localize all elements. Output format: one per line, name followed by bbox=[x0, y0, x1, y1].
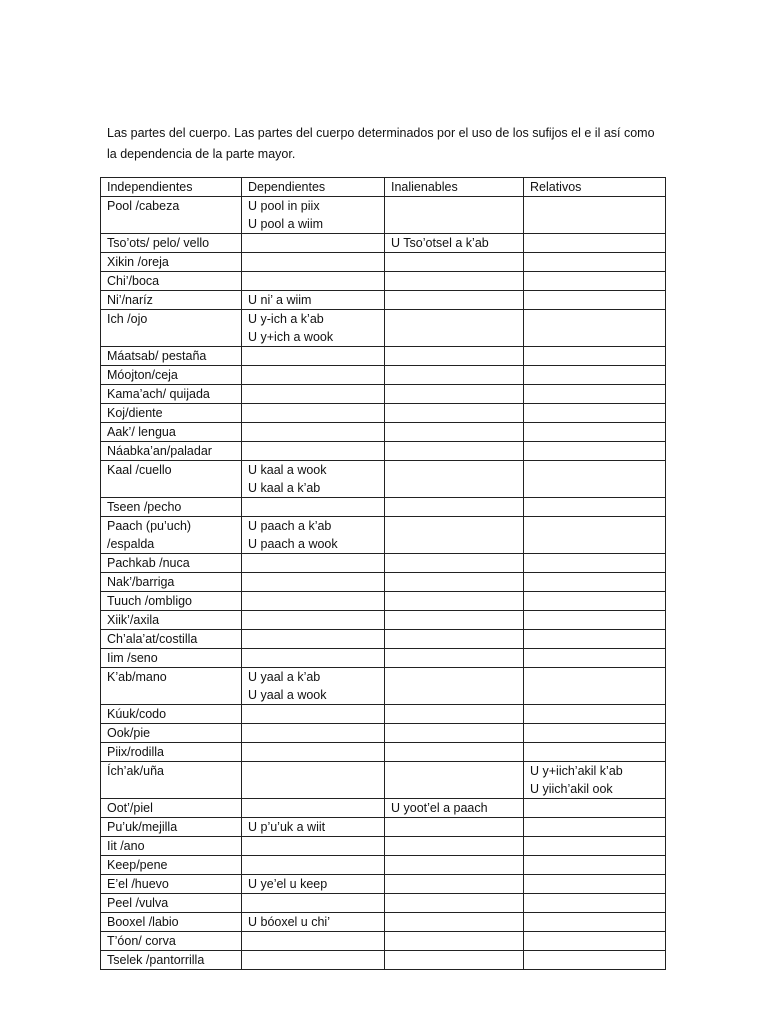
cell-dependiente bbox=[242, 932, 385, 951]
cell-dependiente bbox=[242, 573, 385, 592]
cell-text: Móojton/ceja bbox=[107, 368, 178, 382]
cell-inalienable bbox=[385, 668, 524, 705]
cell-inalienable bbox=[385, 611, 524, 630]
cell-dependiente bbox=[242, 385, 385, 404]
cell-text: K’ab/mano bbox=[107, 670, 167, 684]
cell-text: Koj/diente bbox=[107, 406, 163, 420]
cell-text: U y-ich a k’ab bbox=[248, 312, 324, 326]
cell-independiente bbox=[101, 951, 242, 970]
cell-text: Ch’ala’at/costilla bbox=[107, 632, 198, 646]
cell-relativo bbox=[524, 385, 666, 404]
cell-inalienable bbox=[385, 347, 524, 366]
cell-text: U paach a wook bbox=[248, 537, 338, 551]
cell-independiente bbox=[101, 234, 242, 253]
cell-independiente bbox=[101, 423, 242, 442]
cell-inalienable bbox=[385, 743, 524, 762]
cell-inalienable bbox=[385, 762, 524, 799]
cell-independiente bbox=[101, 913, 242, 932]
cell-text: Pu’uk/mejilla bbox=[107, 820, 178, 834]
cell-text: Tuuch /ombligo bbox=[107, 594, 192, 608]
header-inalienables: Inalienables bbox=[385, 178, 524, 197]
cell-independiente bbox=[101, 894, 242, 913]
cell-text: U bóoxel u chi’ bbox=[248, 915, 330, 929]
cell-relativo bbox=[524, 705, 666, 724]
cell-relativo bbox=[524, 272, 666, 291]
cell-text: Náabka’an/paladar bbox=[107, 444, 212, 458]
cell-inalienable bbox=[385, 705, 524, 724]
cell-relativo bbox=[524, 724, 666, 743]
cell-relativo bbox=[524, 818, 666, 837]
cell-inalienable bbox=[385, 913, 524, 932]
cell-text: U pool a wiim bbox=[248, 217, 324, 231]
table-row bbox=[101, 197, 666, 234]
cell-dependiente bbox=[242, 554, 385, 573]
cell-relativo bbox=[524, 253, 666, 272]
cell-inalienable bbox=[385, 554, 524, 573]
cell-dependiente bbox=[242, 310, 385, 347]
cell-independiente bbox=[101, 310, 242, 347]
cell-text: Paach (pu’uch) bbox=[107, 519, 192, 533]
cell-text: /espalda bbox=[107, 537, 155, 551]
cell-inalienable bbox=[385, 253, 524, 272]
table-row bbox=[101, 554, 666, 573]
cell-relativo bbox=[524, 799, 666, 818]
cell-text: E’el /huevo bbox=[107, 877, 169, 891]
cell-text: U kaal a wook bbox=[248, 463, 327, 477]
table-row bbox=[101, 799, 666, 818]
cell-text: Pachkab /nuca bbox=[107, 556, 190, 570]
cell-inalienable bbox=[385, 272, 524, 291]
cell-inalienable bbox=[385, 385, 524, 404]
cell-independiente bbox=[101, 366, 242, 385]
cell-dependiente bbox=[242, 799, 385, 818]
intro-paragraph bbox=[107, 123, 667, 165]
cell-relativo bbox=[524, 894, 666, 913]
cell-independiente bbox=[101, 517, 242, 554]
cell-relativo bbox=[524, 310, 666, 347]
table-row bbox=[101, 573, 666, 592]
table-row bbox=[101, 461, 666, 498]
cell-independiente bbox=[101, 668, 242, 705]
cell-text: U ni’ a wiim bbox=[248, 293, 312, 307]
cell-text: U y+ich a wook bbox=[248, 330, 334, 344]
cell-inalienable bbox=[385, 932, 524, 951]
cell-dependiente bbox=[242, 894, 385, 913]
cell-text: Pool /cabeza bbox=[107, 199, 180, 213]
cell-text: Ich /ojo bbox=[107, 312, 148, 326]
cell-text: Xiik’/axila bbox=[107, 613, 160, 627]
cell-relativo bbox=[524, 743, 666, 762]
cell-relativo bbox=[524, 856, 666, 875]
cell-dependiente bbox=[242, 668, 385, 705]
cell-relativo bbox=[524, 234, 666, 253]
cell-text: Peel /vulva bbox=[107, 896, 169, 910]
cell-independiente bbox=[101, 630, 242, 649]
header-dependientes: Dependientes bbox=[242, 178, 385, 197]
cell-relativo bbox=[524, 630, 666, 649]
cell-relativo bbox=[524, 573, 666, 592]
cell-text: U paach a k’ab bbox=[248, 519, 332, 533]
intro-line-2: la dependencia de la parte mayor. bbox=[107, 147, 296, 161]
cell-independiente bbox=[101, 442, 242, 461]
cell-text: U y+iich’akil k’ab bbox=[530, 764, 623, 778]
table-row bbox=[101, 649, 666, 668]
cell-text: Tselek /pantorrilla bbox=[107, 953, 205, 967]
table-row bbox=[101, 611, 666, 630]
cell-relativo bbox=[524, 932, 666, 951]
cell-dependiente bbox=[242, 197, 385, 234]
cell-independiente bbox=[101, 272, 242, 291]
cell-text: Ook/pie bbox=[107, 726, 151, 740]
cell-text: Máatsab/ pestaña bbox=[107, 349, 207, 363]
table-header-row bbox=[101, 178, 666, 197]
cell-inalienable bbox=[385, 197, 524, 234]
cell-text: U yoot’el a paach bbox=[391, 801, 488, 815]
cell-inalienable bbox=[385, 630, 524, 649]
cell-text: U yaal a k’ab bbox=[248, 670, 321, 684]
cell-independiente bbox=[101, 554, 242, 573]
table-row bbox=[101, 951, 666, 970]
cell-independiente bbox=[101, 573, 242, 592]
cell-independiente bbox=[101, 799, 242, 818]
cell-dependiente bbox=[242, 875, 385, 894]
cell-dependiente bbox=[242, 347, 385, 366]
cell-dependiente bbox=[242, 461, 385, 498]
cell-relativo bbox=[524, 837, 666, 856]
cell-text: Booxel /labio bbox=[107, 915, 179, 929]
cell-independiente bbox=[101, 837, 242, 856]
cell-text: Tso’ots/ pelo/ vello bbox=[107, 236, 210, 250]
cell-text: Iim /seno bbox=[107, 651, 158, 665]
table-row bbox=[101, 762, 666, 799]
cell-inalienable bbox=[385, 366, 524, 385]
cell-dependiente bbox=[242, 856, 385, 875]
cell-text: Nak’/barriga bbox=[107, 575, 175, 589]
table-body bbox=[101, 197, 666, 970]
cell-independiente bbox=[101, 291, 242, 310]
cell-independiente bbox=[101, 762, 242, 799]
cell-dependiente bbox=[242, 291, 385, 310]
table-row bbox=[101, 253, 666, 272]
cell-inalienable bbox=[385, 461, 524, 498]
cell-independiente bbox=[101, 611, 242, 630]
cell-dependiente bbox=[242, 951, 385, 970]
cell-independiente bbox=[101, 461, 242, 498]
cell-dependiente bbox=[242, 517, 385, 554]
table-row bbox=[101, 932, 666, 951]
table-row bbox=[101, 517, 666, 554]
cell-text: Xikin /oreja bbox=[107, 255, 169, 269]
cell-inalienable bbox=[385, 837, 524, 856]
body-parts-table bbox=[100, 177, 666, 970]
table-row bbox=[101, 366, 666, 385]
cell-inalienable bbox=[385, 310, 524, 347]
cell-dependiente bbox=[242, 649, 385, 668]
cell-independiente bbox=[101, 743, 242, 762]
cell-dependiente bbox=[242, 253, 385, 272]
cell-dependiente bbox=[242, 272, 385, 291]
cell-text: U Tso’otsel a k’ab bbox=[391, 236, 489, 250]
table-row bbox=[101, 743, 666, 762]
cell-inalienable bbox=[385, 573, 524, 592]
cell-independiente bbox=[101, 347, 242, 366]
table-row bbox=[101, 913, 666, 932]
cell-text: Kúuk/codo bbox=[107, 707, 167, 721]
cell-independiente bbox=[101, 649, 242, 668]
cell-text: Oot’/piel bbox=[107, 801, 153, 815]
cell-relativo bbox=[524, 611, 666, 630]
cell-dependiente bbox=[242, 913, 385, 932]
cell-dependiente bbox=[242, 762, 385, 799]
table-row bbox=[101, 498, 666, 517]
cell-relativo bbox=[524, 875, 666, 894]
cell-relativo bbox=[524, 404, 666, 423]
cell-inalienable bbox=[385, 404, 524, 423]
table-row bbox=[101, 856, 666, 875]
cell-text: Iit /ano bbox=[107, 839, 145, 853]
cell-text: T’óon/ corva bbox=[107, 934, 176, 948]
cell-relativo bbox=[524, 668, 666, 705]
cell-text: Kama’ach/ quijada bbox=[107, 387, 210, 401]
cell-relativo bbox=[524, 592, 666, 611]
cell-text: U pool in piix bbox=[248, 199, 320, 213]
cell-relativo bbox=[524, 461, 666, 498]
cell-relativo bbox=[524, 197, 666, 234]
cell-dependiente bbox=[242, 366, 385, 385]
cell-dependiente bbox=[242, 724, 385, 743]
table-row bbox=[101, 347, 666, 366]
table-row bbox=[101, 291, 666, 310]
cell-dependiente bbox=[242, 404, 385, 423]
cell-inalienable bbox=[385, 592, 524, 611]
cell-independiente bbox=[101, 197, 242, 234]
cell-dependiente bbox=[242, 592, 385, 611]
cell-text: Keep/pene bbox=[107, 858, 168, 872]
cell-dependiente bbox=[242, 743, 385, 762]
cell-relativo bbox=[524, 366, 666, 385]
table-row bbox=[101, 705, 666, 724]
table-row bbox=[101, 385, 666, 404]
cell-inalienable bbox=[385, 442, 524, 461]
cell-independiente bbox=[101, 856, 242, 875]
cell-inalienable bbox=[385, 799, 524, 818]
cell-inalienable bbox=[385, 517, 524, 554]
cell-relativo bbox=[524, 517, 666, 554]
cell-inalienable bbox=[385, 875, 524, 894]
cell-independiente bbox=[101, 875, 242, 894]
cell-dependiente bbox=[242, 630, 385, 649]
table-row bbox=[101, 592, 666, 611]
cell-inalienable bbox=[385, 649, 524, 668]
cell-relativo bbox=[524, 423, 666, 442]
cell-relativo bbox=[524, 347, 666, 366]
cell-independiente bbox=[101, 404, 242, 423]
table-row bbox=[101, 442, 666, 461]
table-row bbox=[101, 837, 666, 856]
cell-text: Aak’/ lengua bbox=[107, 425, 176, 439]
cell-inalienable bbox=[385, 724, 524, 743]
header-relativos: Relativos bbox=[524, 178, 666, 197]
cell-inalienable bbox=[385, 951, 524, 970]
cell-independiente bbox=[101, 592, 242, 611]
cell-dependiente bbox=[242, 705, 385, 724]
cell-text: Piix/rodilla bbox=[107, 745, 164, 759]
cell-dependiente bbox=[242, 611, 385, 630]
cell-relativo bbox=[524, 291, 666, 310]
cell-dependiente bbox=[242, 837, 385, 856]
cell-inalienable bbox=[385, 894, 524, 913]
table-row bbox=[101, 818, 666, 837]
cell-inalienable bbox=[385, 498, 524, 517]
table-row bbox=[101, 404, 666, 423]
cell-text: Ni’/naríz bbox=[107, 293, 153, 307]
header-independientes: Independientes bbox=[101, 178, 242, 197]
cell-independiente bbox=[101, 385, 242, 404]
cell-text: Chi’/boca bbox=[107, 274, 160, 288]
cell-text: U yiich’akil ook bbox=[530, 782, 613, 796]
table-row bbox=[101, 423, 666, 442]
cell-relativo bbox=[524, 951, 666, 970]
cell-text: U kaal a k’ab bbox=[248, 481, 321, 495]
table-row bbox=[101, 894, 666, 913]
table-row bbox=[101, 272, 666, 291]
cell-independiente bbox=[101, 932, 242, 951]
cell-inalienable bbox=[385, 818, 524, 837]
intro-line-1: Las partes del cuerpo. Las partes del cuerpo determinados por el uso de los sufijos el e il así como bbox=[107, 126, 655, 140]
table-row bbox=[101, 234, 666, 253]
cell-relativo bbox=[524, 913, 666, 932]
cell-dependiente bbox=[242, 442, 385, 461]
table-row bbox=[101, 875, 666, 894]
table-row bbox=[101, 668, 666, 705]
cell-relativo bbox=[524, 649, 666, 668]
cell-text: U ye’el u keep bbox=[248, 877, 328, 891]
cell-dependiente bbox=[242, 498, 385, 517]
cell-relativo bbox=[524, 498, 666, 517]
cell-inalienable bbox=[385, 856, 524, 875]
cell-independiente bbox=[101, 498, 242, 517]
table-row bbox=[101, 310, 666, 347]
table-row bbox=[101, 630, 666, 649]
cell-text: Kaal /cuello bbox=[107, 463, 172, 477]
cell-independiente bbox=[101, 253, 242, 272]
cell-independiente bbox=[101, 724, 242, 743]
cell-text: U p’u’uk a wiit bbox=[248, 820, 326, 834]
cell-relativo bbox=[524, 442, 666, 461]
table-row bbox=[101, 724, 666, 743]
cell-text: Tseen /pecho bbox=[107, 500, 182, 514]
cell-dependiente bbox=[242, 818, 385, 837]
cell-relativo bbox=[524, 554, 666, 573]
cell-dependiente bbox=[242, 423, 385, 442]
cell-relativo bbox=[524, 762, 666, 799]
cell-text: U yaal a wook bbox=[248, 688, 327, 702]
cell-text: Ích’ak/uña bbox=[107, 764, 164, 778]
cell-independiente bbox=[101, 818, 242, 837]
cell-inalienable bbox=[385, 423, 524, 442]
cell-inalienable bbox=[385, 234, 524, 253]
cell-dependiente bbox=[242, 234, 385, 253]
cell-independiente bbox=[101, 705, 242, 724]
cell-inalienable bbox=[385, 291, 524, 310]
